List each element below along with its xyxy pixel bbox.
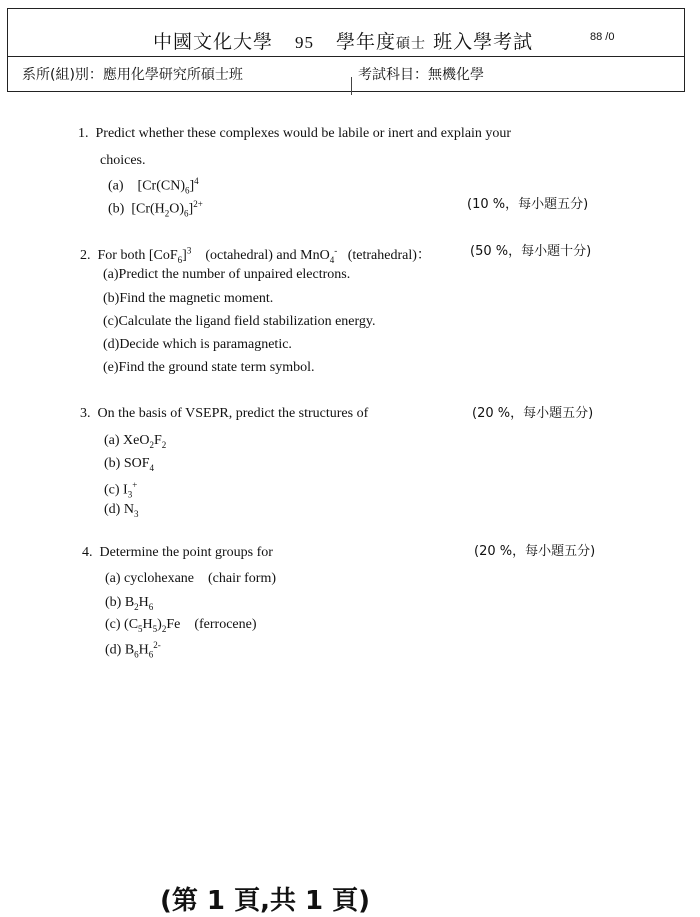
header-vertical-divider [351,77,352,95]
question-number: 1. [78,126,89,141]
question-3-item-a: (a) $XeO_2F_2$ [104,433,167,450]
question-2-item-b: (b)Find the magnetic moment. [103,291,274,306]
subject-label: 考試科目：無機化學 [358,67,484,83]
question-4-item-c: (c) $(C_5H_5)_2Fe$ (ferrocene) [105,617,257,634]
question-2: 2. For both $[CoF_6]^3$ (octahedral) and MnO$_4$- (tetrahedral)： [80,245,431,265]
department-label: 系所(組)別：應用化學研究所碩士班 [22,67,243,83]
question-3-item-d: (d) $N_3$ [104,502,139,519]
school-name: 中國文化大學 [153,31,274,53]
question-1 [78,126,511,142]
header-divider [8,56,684,57]
question-4: 4. Determine the point groups for [82,545,273,560]
question-4-points: (20 %，每小題五分) [474,544,596,559]
question-1-item-b: (b) $[Cr(H_2O)_6]^{2+}$ [108,199,203,219]
question-1-line2: choices. [100,153,146,168]
question-2-item-d: (d)Decide which is paramagnetic. [103,337,292,352]
question-4-item-b: (b) $B_2H_6$ [105,595,154,612]
exam-degree: 碩士 [396,36,427,52]
question-2-item-c: (c)Calculate the ligand field stabilization energy. [103,314,376,329]
exam-title-part: 學年度 [336,31,397,53]
exam-code: 88 /0 [590,31,615,43]
exam-title-rest: 班入學考試 [426,31,534,53]
question-4-item-a: (a) cyclohexane (chair form) [105,571,277,586]
question-text: Predict whether these complexes would be labile or inert and explain your [95,126,512,141]
exam-year: 95 [295,33,315,52]
question-1-points: (10 %，每小題五分) [467,197,589,212]
question-1-item-a: (a) $[Cr(CN)_6]^4$ [108,176,199,196]
question-2-item-e: (e)Find the ground state term symbol. [103,360,315,375]
question-3-points: (20 %，每小題五分) [472,406,594,421]
header-title [153,27,533,54]
question-4-item-d: (d) $B_6H_6^{2-}$ [105,640,161,660]
question-3-item-c: (c) $I_3^+$ [104,480,138,500]
exam-header [7,8,685,92]
question-2-item-a: (a)Predict the number of unpaired electrons. [103,267,351,282]
question-3-item-b: (b) $SOF_4$ [104,456,155,473]
question-3: 3. On the basis of VSEPR, predict the structures of [80,406,369,421]
page-footer: (第 1 頁,共 1 頁) [160,886,371,916]
question-2-points: (50 %，每小題十分) [470,244,592,259]
